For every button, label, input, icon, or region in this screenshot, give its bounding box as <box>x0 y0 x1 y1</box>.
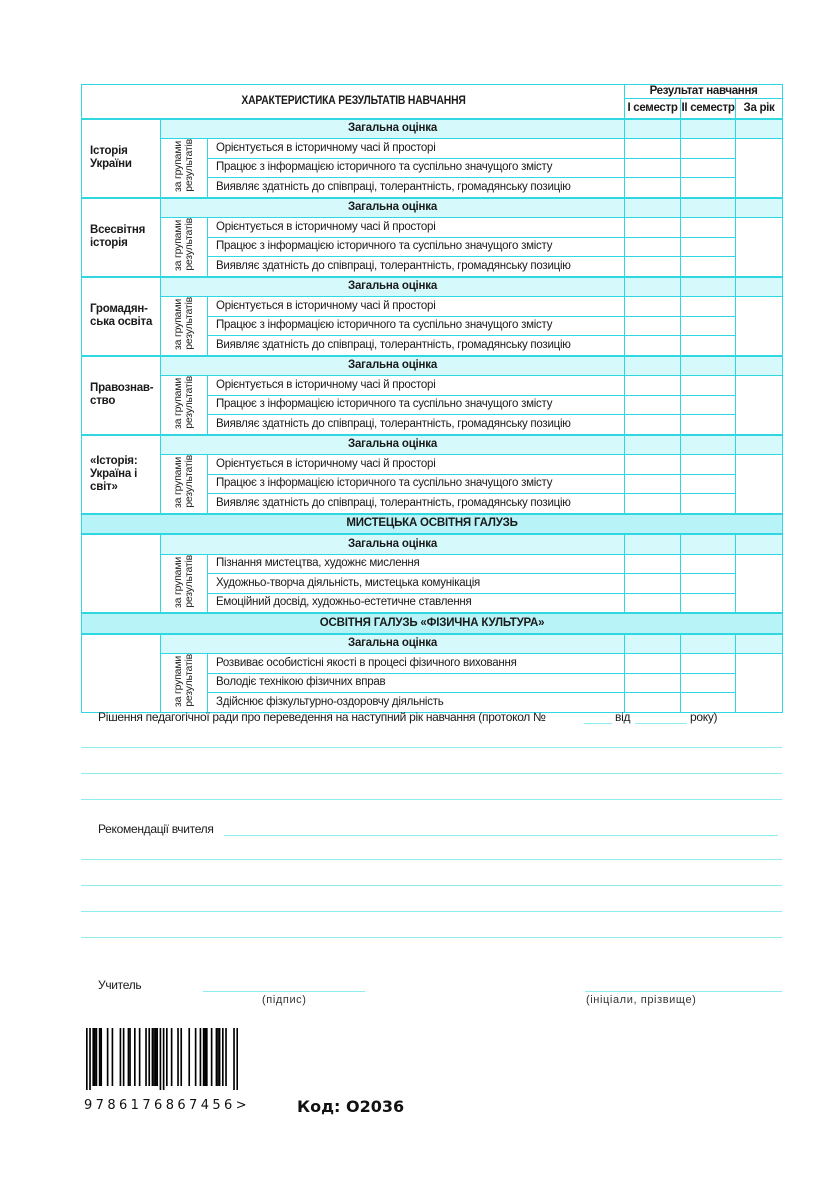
group-label-line1: за групами <box>172 220 184 272</box>
semester-2-cell[interactable] <box>681 178 736 198</box>
recommendations-line[interactable] <box>81 937 782 938</box>
column-year: За рік <box>736 99 783 119</box>
decision-line[interactable] <box>81 747 782 748</box>
year-cell[interactable] <box>736 119 783 139</box>
criterion-label: Працює з інформацією історичного та суспільно значущого змісту <box>208 316 625 336</box>
barcode-bar <box>219 1028 221 1086</box>
semester-2-cell[interactable] <box>681 415 736 435</box>
general-row <box>82 198 783 218</box>
signature-caption: (підпис) <box>262 994 307 1006</box>
general-label: Загальна оцінка <box>161 534 625 554</box>
section-row <box>82 514 783 535</box>
barcode-bar <box>99 1028 101 1086</box>
criterion-label: Працює з інформацією історичного та суспільно значущого змісту <box>208 395 625 415</box>
semester-2-cell[interactable] <box>681 356 736 376</box>
semester-2-cell[interactable] <box>681 257 736 277</box>
group-label-line1: за групами <box>172 457 184 509</box>
criterion-label: Здійснює фізкультурно-оздоровчу діяльність <box>208 693 625 713</box>
barcode-bar <box>148 1028 150 1086</box>
subject-name: Громадян-ська освіта <box>82 277 161 356</box>
barcode-bar <box>180 1028 182 1086</box>
semester-1-cell[interactable] <box>625 376 681 396</box>
year-cell[interactable] <box>736 139 783 198</box>
barcode-bar <box>92 1028 94 1086</box>
barcode-bar <box>204 1028 206 1086</box>
semester-1-cell[interactable] <box>625 415 681 435</box>
barcode-digits: 9786176867456> <box>84 1098 251 1113</box>
general-row <box>82 277 783 297</box>
semester-2-cell[interactable] <box>681 593 736 613</box>
year-cell[interactable] <box>736 435 783 455</box>
general-label: Загальна оцінка <box>161 119 625 139</box>
semester-1-cell[interactable] <box>625 336 681 356</box>
criterion-label: Виявляє здатність до співпраці, толерантність, громадянську позицію <box>208 178 625 198</box>
group-label-line2: результатів <box>183 139 195 193</box>
barcode-bar <box>160 1028 162 1090</box>
criterion-label: Орієнтується в історичному часі й просторі <box>208 455 625 475</box>
semester-2-cell[interactable] <box>681 336 736 356</box>
barcode-bar <box>145 1028 147 1086</box>
general-label: Загальна оцінка <box>161 198 625 218</box>
decision-text: Рішення педагогічної ради про переведення на наступний рік навчання (протокол № <box>98 710 546 724</box>
recommendations-label: Рекомендації вчителя <box>98 822 214 836</box>
general-row <box>82 356 783 376</box>
semester-1-cell[interactable] <box>625 218 681 238</box>
group-label-line1: за групами <box>172 556 184 608</box>
group-label-line2: результатів <box>183 218 195 272</box>
semester-1-cell[interactable] <box>625 178 681 198</box>
criterion-label: Емоційний досвід, художньо-естетичне ставлення <box>208 593 625 613</box>
semester-1-cell[interactable] <box>625 297 681 317</box>
semester-2-cell[interactable] <box>681 139 736 159</box>
semester-2-cell[interactable] <box>681 119 736 139</box>
semester-2-cell[interactable] <box>681 574 736 594</box>
semester-2-cell[interactable] <box>681 158 736 178</box>
criterion-label: Художньо-творча діяльність, мистецька комунікація <box>208 574 625 594</box>
criterion-label: Орієнтується в історичному часі й просторі <box>208 297 625 317</box>
recommendations-line[interactable] <box>81 885 782 886</box>
criterion-label: Працює з інформацією історичного та суспільно значущого змісту <box>208 237 625 257</box>
subject-name: Історія України <box>82 119 161 198</box>
barcode-bar <box>89 1028 91 1090</box>
column-semester-1: І семестр <box>625 99 681 119</box>
subject-name <box>82 534 161 613</box>
semester-1-cell[interactable] <box>625 435 681 455</box>
barcode-bar <box>188 1028 190 1086</box>
group-label-line2: результатів <box>183 455 195 509</box>
table-row <box>82 139 783 159</box>
group-label-line1: за групами <box>172 656 184 708</box>
criterion-label: Працює з інформацією історичного та суспільно значущого змісту <box>208 474 625 494</box>
group-label <box>161 455 208 514</box>
year-cell[interactable] <box>736 198 783 218</box>
barcode-bar <box>200 1028 202 1086</box>
year-cell[interactable] <box>736 218 783 277</box>
subject-name: Всесвітня історія <box>82 198 161 277</box>
semester-2-cell[interactable] <box>681 634 736 654</box>
criterion-label: Виявляє здатність до співпраці, толерантність, громадянську позицію <box>208 494 625 514</box>
semester-1-cell[interactable] <box>625 634 681 654</box>
year-cell[interactable] <box>736 297 783 356</box>
group-label <box>161 139 208 198</box>
decision-line[interactable] <box>81 773 782 774</box>
semester-2-cell[interactable] <box>681 455 736 475</box>
semester-2-cell[interactable] <box>681 554 736 574</box>
semester-2-cell[interactable] <box>681 494 736 514</box>
table-header-title: ХАРАКТЕРИСТИКА РЕЗУЛЬТАТІВ НАВЧАННЯ <box>109 85 598 119</box>
section-title: МИСТЕЦЬКА ОСВІТНЯ ГАЛУЗЬ <box>82 514 783 535</box>
table-row <box>82 297 783 317</box>
general-row <box>82 435 783 455</box>
year-cell[interactable] <box>736 455 783 514</box>
year-cell[interactable] <box>736 654 783 713</box>
protocol-number-field[interactable] <box>584 723 612 724</box>
semester-2-cell[interactable] <box>681 654 736 674</box>
group-label <box>161 297 208 356</box>
barcode-bar <box>236 1028 238 1090</box>
semester-1-cell[interactable] <box>625 554 681 574</box>
barcode-bar <box>203 1028 205 1086</box>
general-row <box>82 119 783 139</box>
barcode-bar <box>222 1028 224 1086</box>
general-label: Загальна оцінка <box>161 435 625 455</box>
general-label: Загальна оцінка <box>161 277 625 297</box>
semester-2-cell[interactable] <box>681 673 736 693</box>
subject-name: «Історія: Україна і світ» <box>82 435 161 514</box>
teacher-label: Учитель <box>98 978 142 992</box>
general-row <box>82 634 783 654</box>
barcode-bar <box>153 1028 155 1086</box>
barcode-bar <box>166 1028 168 1086</box>
criterion-label: Орієнтується в історичному часі й просторі <box>208 218 625 238</box>
section-title: ОСВІТНЯ ГАЛУЗЬ «ФІЗИЧНА КУЛЬТУРА» <box>82 613 783 634</box>
year-cell[interactable] <box>736 534 783 554</box>
semester-1-cell[interactable] <box>625 277 681 297</box>
group-label-line2: результатів <box>183 554 195 608</box>
group-label <box>161 218 208 277</box>
barcode-bar <box>107 1028 109 1086</box>
semester-1-cell[interactable] <box>625 237 681 257</box>
semester-1-cell[interactable] <box>625 574 681 594</box>
criterion-label: Розвиває особистісні якості в процесі фізичного виховання <box>208 654 625 674</box>
barcode-bar <box>155 1028 157 1086</box>
barcode-bar <box>128 1028 130 1086</box>
subject-name <box>82 634 161 713</box>
group-label-line1: за групами <box>172 141 184 193</box>
group-label-line2: результатів <box>183 297 195 351</box>
barcode-bar <box>86 1028 88 1090</box>
recommendations-line[interactable] <box>81 911 782 912</box>
year-cell[interactable] <box>736 277 783 297</box>
semester-1-cell[interactable] <box>625 158 681 178</box>
semester-2-cell[interactable] <box>681 198 736 218</box>
group-label-line1: за групами <box>172 378 184 430</box>
semester-1-cell[interactable] <box>625 395 681 415</box>
barcode-bar <box>171 1028 173 1086</box>
criterion-label: Виявляє здатність до співпраці, толерантність, громадянську позицію <box>208 257 625 277</box>
semester-1-cell[interactable] <box>625 139 681 159</box>
semester-1-cell[interactable] <box>625 593 681 613</box>
semester-1-cell[interactable] <box>625 119 681 139</box>
results-table <box>81 84 783 713</box>
decision-year: року) <box>690 710 718 724</box>
general-label: Загальна оцінка <box>161 634 625 654</box>
semester-1-cell[interactable] <box>625 257 681 277</box>
decision-from: від <box>615 710 631 724</box>
semester-1-cell[interactable] <box>625 534 681 554</box>
semester-2-cell[interactable] <box>681 395 736 415</box>
semester-1-cell[interactable] <box>625 673 681 693</box>
semester-1-cell[interactable] <box>625 356 681 376</box>
semester-1-cell[interactable] <box>625 198 681 218</box>
barcode-bar <box>112 1028 114 1086</box>
subject-name: Правознав-ство <box>82 356 161 435</box>
table-row <box>82 554 783 574</box>
criterion-label: Орієнтується в історичному часі й просторі <box>208 139 625 159</box>
barcode-bar <box>206 1028 208 1086</box>
product-code: Код: О2036 <box>297 1097 405 1116</box>
barcode-bar <box>233 1028 235 1090</box>
recommendations-line[interactable] <box>224 835 778 836</box>
semester-2-cell[interactable] <box>681 435 736 455</box>
general-row <box>82 534 783 554</box>
semester-1-cell[interactable] <box>625 455 681 475</box>
barcode-bar <box>217 1028 219 1086</box>
column-semester-2: ІІ семестр <box>681 99 736 119</box>
year-cell[interactable] <box>736 554 783 613</box>
year-cell[interactable] <box>736 376 783 435</box>
semester-2-cell[interactable] <box>681 376 736 396</box>
criterion-label: Орієнтується в історичному часі й просторі <box>208 376 625 396</box>
semester-1-cell[interactable] <box>625 316 681 336</box>
decision-line[interactable] <box>81 799 782 800</box>
barcode-bar <box>120 1028 122 1086</box>
name-caption: (ініціали, прізвище) <box>586 994 697 1006</box>
barcode-bar <box>177 1028 179 1086</box>
semester-2-cell[interactable] <box>681 474 736 494</box>
barcode-image <box>86 1028 238 1090</box>
semester-2-cell[interactable] <box>681 277 736 297</box>
semester-2-cell[interactable] <box>681 316 736 336</box>
barcode-bar <box>96 1028 98 1086</box>
recommendations-line[interactable] <box>81 859 782 860</box>
criterion-label: Володіє технікою фізичних вправ <box>208 673 625 693</box>
barcode-bar <box>129 1028 131 1086</box>
group-label-line1: за групами <box>172 299 184 351</box>
barcode-bar <box>100 1028 102 1086</box>
barcode-bar <box>123 1028 125 1086</box>
group-label <box>161 554 208 613</box>
barcode-bar <box>152 1028 154 1086</box>
semester-2-cell[interactable] <box>681 237 736 257</box>
semester-2-cell[interactable] <box>681 297 736 317</box>
barcode-bar <box>156 1028 158 1086</box>
semester-2-cell[interactable] <box>681 534 736 554</box>
semester-1-cell[interactable] <box>625 474 681 494</box>
criterion-label: Працює з інформацією історичного та суспільно значущого змісту <box>208 158 625 178</box>
group-label <box>161 376 208 435</box>
criterion-label: Виявляє здатність до співпраці, толерантність, громадянську позицію <box>208 336 625 356</box>
barcode-bar <box>225 1028 227 1086</box>
group-label-line2: результатів <box>183 376 195 430</box>
signature-field[interactable] <box>203 991 365 992</box>
criterion-label: Пізнання мистецтва, художнє мислення <box>208 554 625 574</box>
table-row <box>82 376 783 396</box>
criterion-label: Виявляє здатність до співпраці, толерантність, громадянську позицію <box>208 415 625 435</box>
barcode-bar <box>195 1028 197 1086</box>
barcode-bar <box>139 1028 141 1086</box>
table-row <box>82 455 783 475</box>
barcode-bar <box>134 1028 136 1086</box>
year-cell[interactable] <box>736 356 783 376</box>
general-label: Загальна оцінка <box>161 356 625 376</box>
barcode-bar <box>211 1028 213 1086</box>
protocol-date-field[interactable] <box>635 723 687 724</box>
name-field[interactable] <box>585 991 782 992</box>
result-header: Результат навчання <box>625 85 783 99</box>
group-label <box>161 654 208 713</box>
barcode-bar <box>94 1028 96 1086</box>
barcode-bar <box>216 1028 218 1086</box>
section-row <box>82 613 783 634</box>
table-row <box>82 654 783 674</box>
semester-1-cell[interactable] <box>625 494 681 514</box>
group-label-line2: результатів <box>183 654 195 708</box>
semester-1-cell[interactable] <box>625 693 681 713</box>
table-row <box>82 218 783 238</box>
semester-1-cell[interactable] <box>625 654 681 674</box>
semester-2-cell[interactable] <box>681 218 736 238</box>
barcode-bar <box>163 1028 165 1090</box>
year-cell[interactable] <box>736 634 783 654</box>
